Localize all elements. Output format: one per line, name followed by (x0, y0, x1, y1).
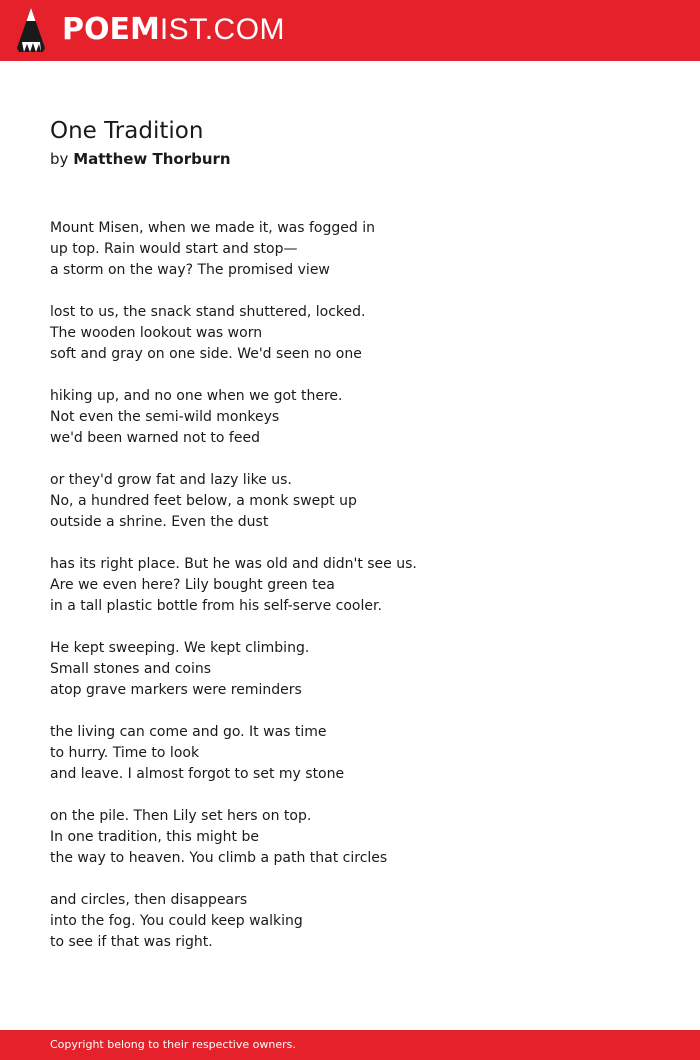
poem-line: or they'd grow fat and lazy like us. (50, 472, 292, 488)
poem-line: has its right place. But he was old and didn't see us. (50, 556, 417, 572)
site-logo[interactable] (62, 13, 285, 47)
poem-stanza (50, 806, 670, 869)
poem-line: soft and gray on one side. We'd seen no one (50, 346, 362, 362)
pencil-icon[interactable] (16, 8, 46, 52)
poem-stanza (50, 218, 670, 281)
poem-line: up top. Rain would start and stop— (50, 241, 298, 257)
poem-line: atop grave markers were reminders (50, 682, 302, 698)
poem-stanza (50, 470, 670, 533)
poem-line: Small stones and coins (50, 661, 212, 677)
logo-light-text: IST.COM (159, 13, 286, 46)
poem-line: Mount Misen, when we made it, was fogged in (50, 220, 375, 236)
poem-line: He kept sweeping. We kept climbing. (50, 640, 310, 656)
poem-line: a storm on the way? The promised view (50, 262, 330, 278)
poem-stanza (50, 386, 670, 449)
poem-line: the living can come and go. It was time (50, 724, 327, 740)
poem-stanza (50, 722, 670, 785)
byline (50, 148, 231, 170)
poem-line: and leave. I almost forgot to set my stone (50, 766, 345, 782)
poem-line: to hurry. Time to look (50, 745, 200, 761)
poem-body (50, 218, 670, 974)
poem-stanza (50, 638, 670, 701)
poem-stanza (50, 890, 670, 953)
logo-bold-text: POEM (62, 12, 160, 47)
poem-stanza (50, 302, 670, 365)
poem-line: No, a hundred feet below, a monk swept up (50, 493, 357, 509)
poem-line: outside a shrine. Even the dust (50, 514, 269, 530)
poem-line: The wooden lookout was worn (50, 325, 263, 341)
poem-stanza (50, 554, 670, 617)
poem-title: One Tradition (50, 118, 204, 144)
poem-line: we'd been warned not to feed (50, 430, 260, 446)
author-name: Matthew Thorburn (73, 150, 231, 168)
poem-line: lost to us, the snack stand shuttered, locked. (50, 304, 366, 320)
copyright-text: Copyright belong to their respective owners. (50, 1038, 296, 1051)
poem-line: into the fog. You could keep walking (50, 913, 303, 929)
site-header (0, 0, 700, 61)
poem-line: in a tall plastic bottle from his self-serve cooler. (50, 598, 382, 614)
poem-line: on the pile. Then Lily set hers on top. (50, 808, 312, 824)
poem-line: to see if that was right. (50, 934, 213, 950)
poem-line: Are we even here? Lily bought green tea (50, 577, 335, 593)
site-footer (0, 1030, 700, 1060)
poem-line: and circles, then disappears (50, 892, 248, 908)
byline-prefix: by (50, 150, 69, 168)
poem-line: In one tradition, this might be (50, 829, 259, 845)
poem-line: Not even the semi-wild monkeys (50, 409, 280, 425)
poem-line: hiking up, and no one when we got there. (50, 388, 343, 404)
poem-line: the way to heaven. You climb a path that circles (50, 850, 388, 866)
